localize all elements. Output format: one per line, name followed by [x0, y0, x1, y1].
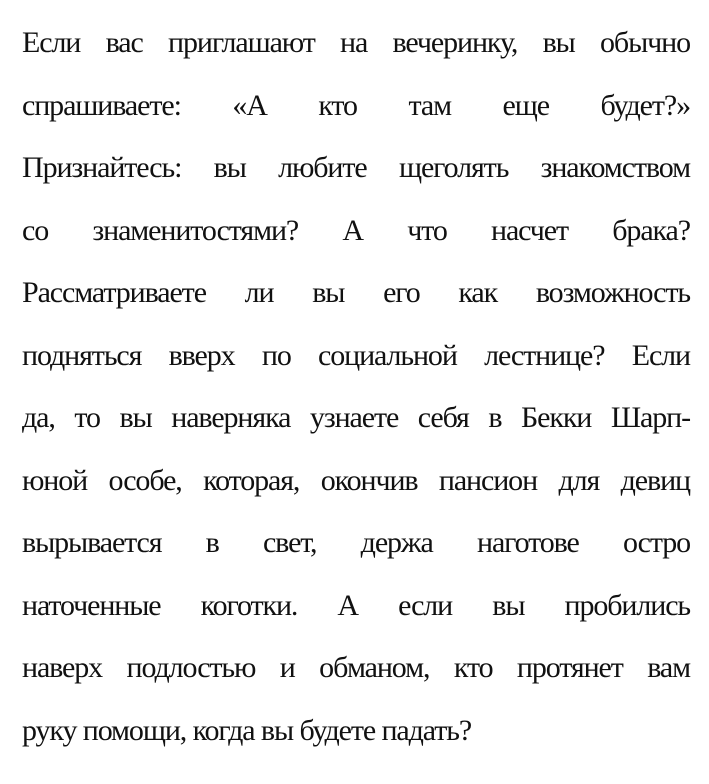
- text-line: Признайтесь: вы любите щеголять знакомством: [22, 151, 690, 184]
- text-line: вырывается в свет, держа наготове остро: [22, 526, 690, 559]
- text-line: спрашиваете: «А кто там еще будет?»: [22, 88, 690, 122]
- text-line: Если вас приглашают на вечеринку, вы обычно: [22, 26, 690, 59]
- text-line: со знаменитостями? А что насчет брака?: [22, 213, 690, 247]
- text-line: руку помощи, когда вы будете падать?: [22, 713, 472, 747]
- text-line: юной особе, которая, окончив пансион для девиц: [22, 463, 690, 497]
- text-line: подняться вверх по социальной лестнице? Если: [22, 338, 690, 372]
- text-line: да, то вы наверняка узнаете себя в Бекки Шарп-: [22, 401, 690, 434]
- text-line: Рассматриваете ли вы его как возможность: [22, 276, 690, 309]
- text-line: наточенные коготки. А если вы пробились: [22, 588, 690, 622]
- text-line: наверх подлостью и обманом, кто протянет вам: [22, 651, 690, 684]
- document-body: [22, 12, 690, 762]
